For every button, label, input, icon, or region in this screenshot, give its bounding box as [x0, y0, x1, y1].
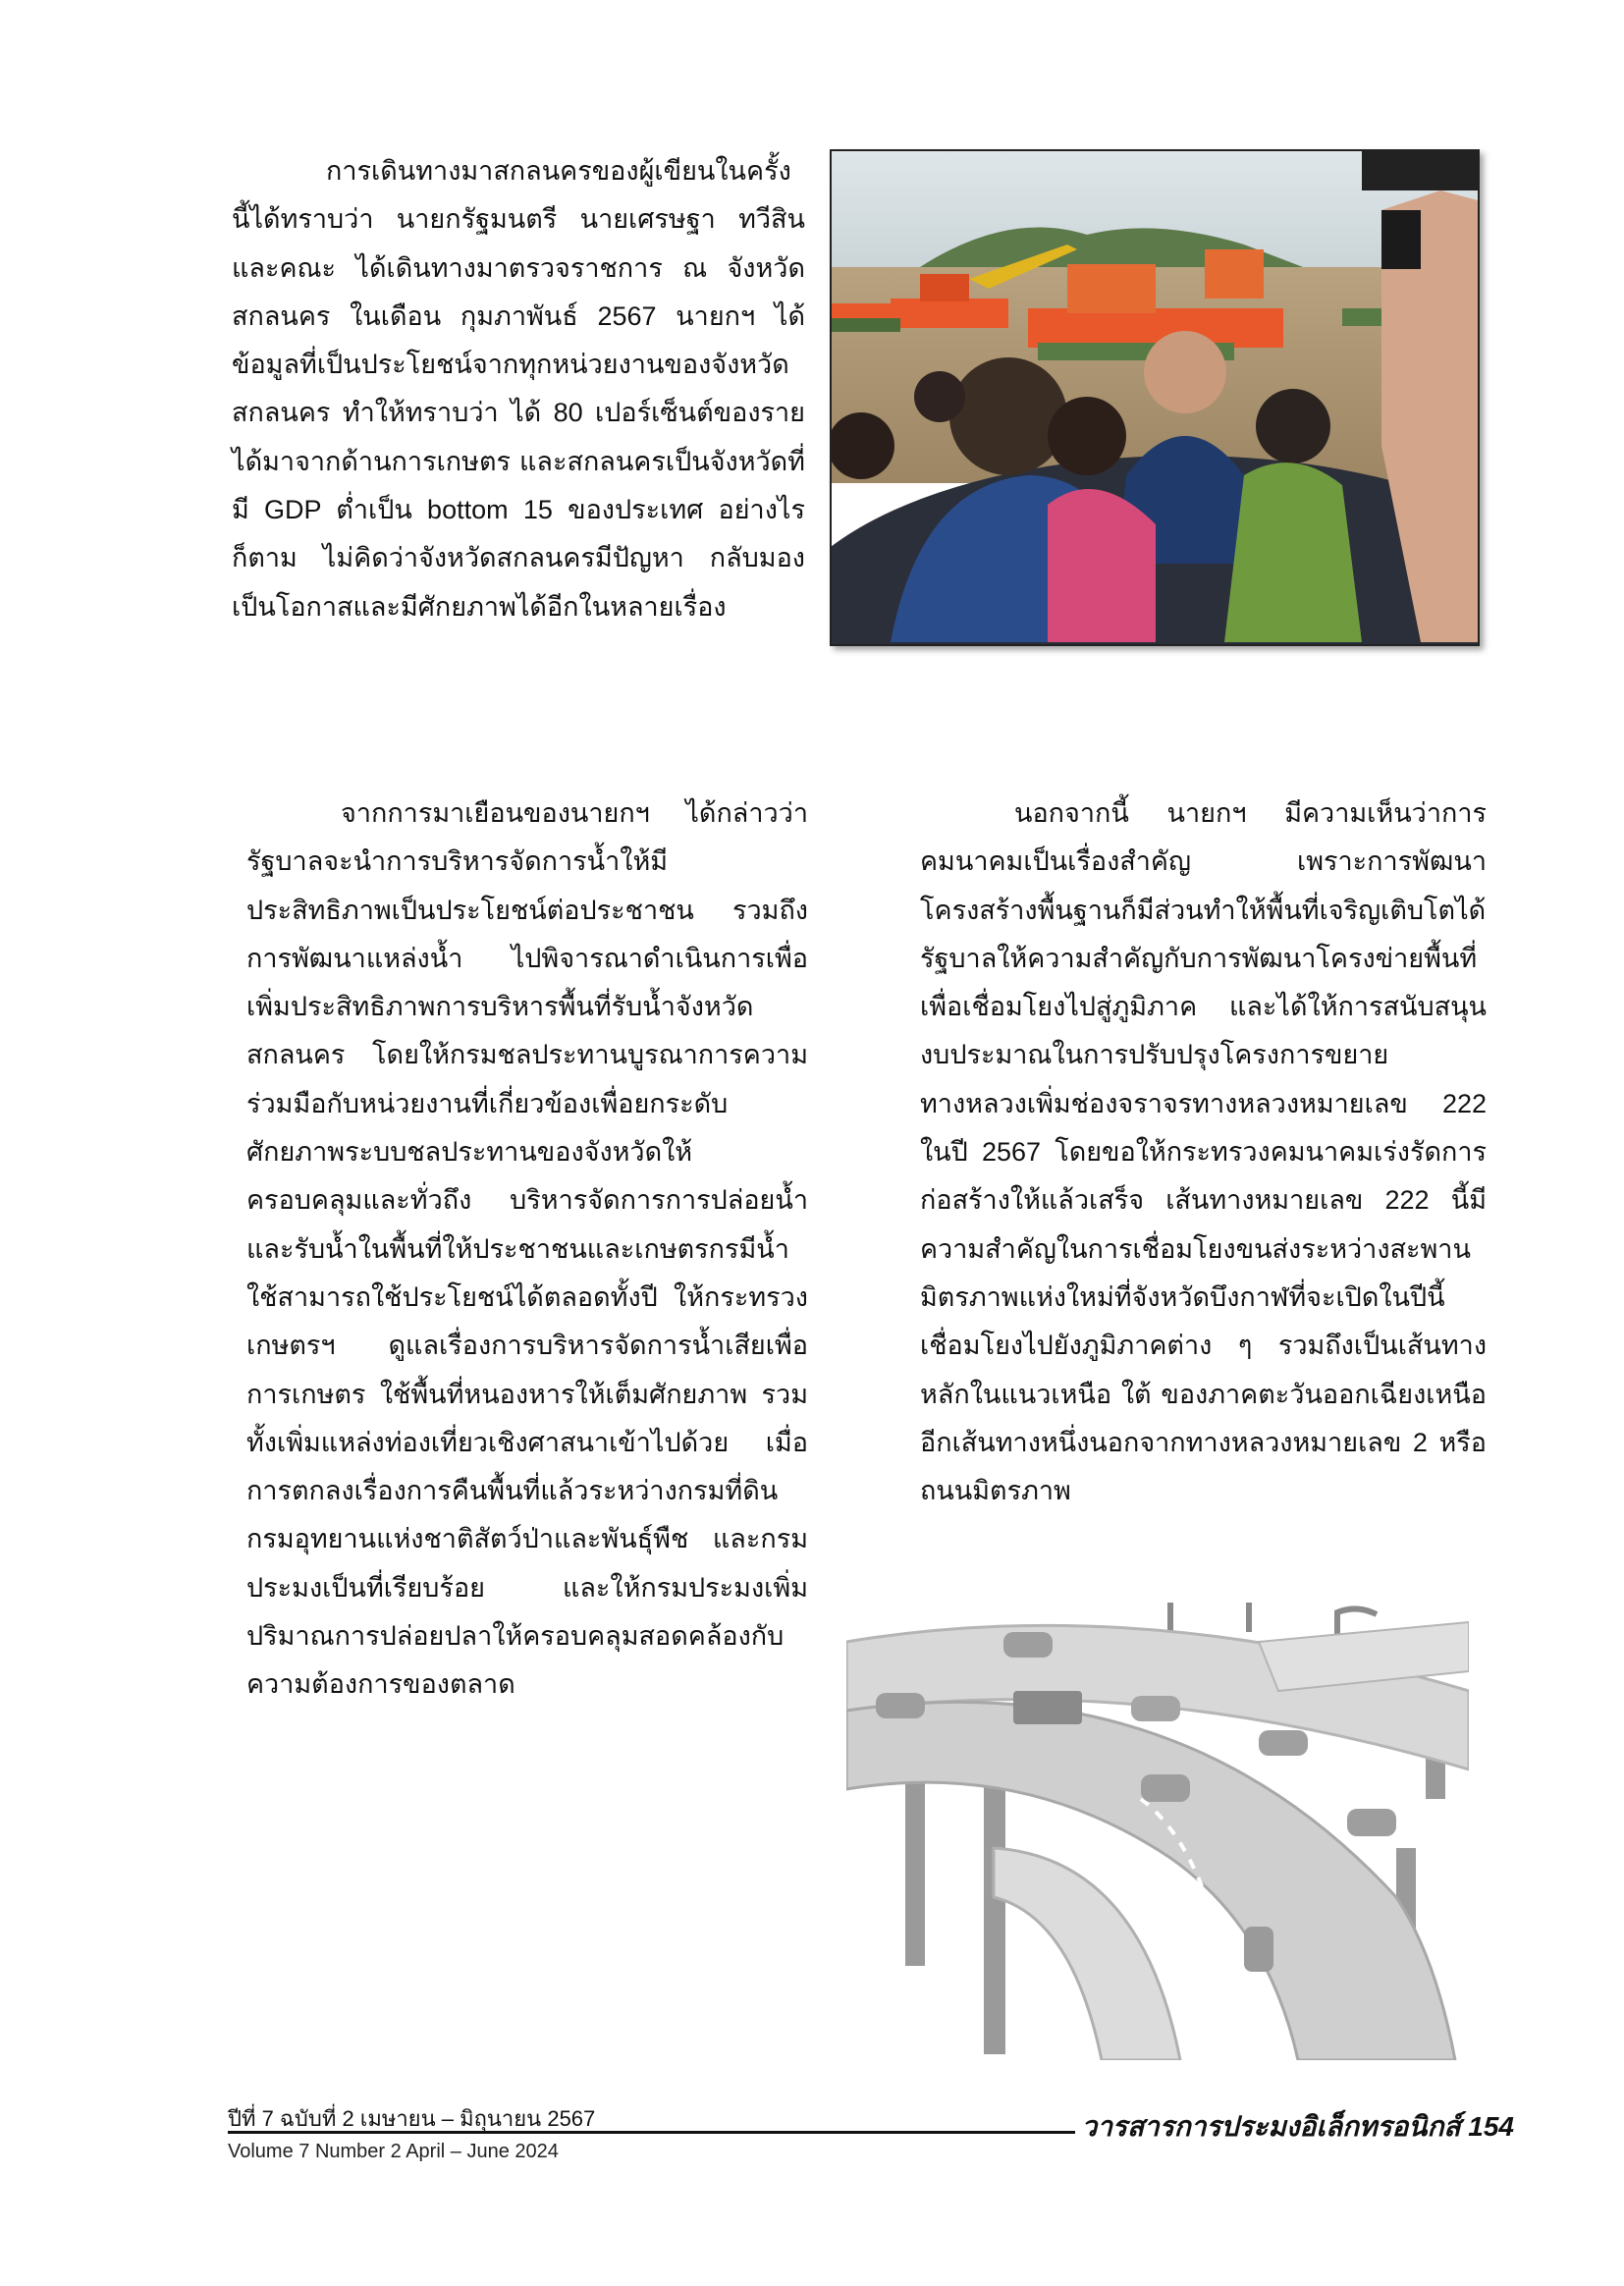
left-column-paragraph: จากการมาเยือนของนายกฯ ได้กล่าวว่ารัฐบาลจะนำการบริหารจัดการน้ำให้มีประสิทธิภาพเป็นประโยชน์ต่อประชาชน รวมถึงการพัฒนาแหล่งน้ำ ไปพิจารณาดำเนินการเพื่อเพิ่มประสิทธิภาพการบริหารพื้นที่รับน้ำจังหวัดสกลนคร โดยให้กรมชลประทานบูรณาการความร่วมมือกับหน่วยงานที่เกี่ยวข้องเพื่อยกระดับศักยภาพระบบชลประทานของจังหวัดให้ครอบคลุมและทั่วถึง บริหารจัดการการปล่อยน้ำและรับน้ำในพื้นที่ให้ประชาชนและเกษตรกรมีน้ำใช้สามารถใช้ประโยชน์ได้ตลอดทั้งปี ให้กระทรวงเกษตรฯ ดูแลเรื่องการบริหารจัดการน้ำเสียเพื่อการเกษตร ใช้พื้นที่หนองหารให้เต็มศักยภาพ รวมทั้งเพิ่มแหล่งท่องเที่ยวเชิงศาสนาเข้าไปด้วย เมื่อการตกลงเรื่องการคืนพื้นที่แล้วระหว่างกรมที่ดิน กรมอุทยานแห่งชาติสัตว์ป่าและพันธุ์พืช และกรมประมงเป็นที่เรียบร้อย และให้กรมประมงเพิ่มปริมาณการปล่อยปลาให้ครอบคลุมสอดคล้องกับความต้องการของตลาด: [246, 798, 808, 1700]
footer-issue-thai: ปีที่ 7 ฉบับที่ 2 เมษายน – มิถุนายน 2567: [228, 2106, 596, 2131]
highway-interchange-illustration: [846, 1603, 1469, 2060]
footer-issue-english: Volume 7 Number 2 April – June 2024: [228, 2141, 559, 2162]
journal-name: วารสารการประมงอิเล็กทรอนิกส์: [1081, 2111, 1461, 2142]
news-photo: [830, 149, 1480, 646]
photo-pm-inspection: [832, 151, 1478, 644]
intro-paragraph: การเดินทางมาสกลนครของผู้เขียนในครั้งนี้ได้ทราบว่า นายกรัฐมนตรี นายเศรษฐา ทวีสิน และคณะ ได้เดินทางมาตรวจราชการ ณ จังหวัดสกลนคร ในเดือน กุมภาพันธ์ 2567 นายกฯ ได้ข้อมูลที่เป็นประโยชน์จากทุกหน่วยงานของจังหวัดสกลนคร ทำให้ทราบว่า ได้ 80 เปอร์เซ็นต์ของรายได้มาจากด้านการเกษตร และสกลนครเป็นจังหวัดที่มี GDP ต่ำเป็น bottom 15 ของประเทศ อย่างไรก็ตาม ไม่คิดว่าจังหวัดสกลนครมีปัญหา กลับมองเป็นโอกาสและมีศักยภาพได้อีกในหลายเรื่อง: [232, 156, 805, 622]
page-number: 154: [1468, 2111, 1514, 2142]
right-column-paragraph: นอกจากนี้ นายกฯ มีความเห็นว่าการคมนาคมเป็นเรื่องสำคัญ เพราะการพัฒนาโครงสร้างพื้นฐานก็มีส่วนทำให้พื้นที่เจริญเติบโตได้ รัฐบาลให้ความสำคัญกับการพัฒนาโครงข่ายพื้นที่เพื่อเชื่อมโยงไปสู่ภูมิภาค และได้ให้การสนับสนุนงบประมาณในการปรับปรุงโครงการขยายทางหลวงเพิ่มช่องจราจรทางหลวงหมายเลข 222 ในปี 2567 โดยขอให้กระทรวงคมนาคมเร่งรัดการก่อสร้างให้แล้วเสร็จ เส้นทางหมายเลข 222 นี้มีความสำคัญในการเชื่อมโยงขนส่งระหว่างสะพานมิตรภาพแห่งใหม่ที่จังหวัดบึงกาฬที่จะเปิดในปีนี้ เชื่อมโยงไปยังภูมิภาคต่าง ๆ รวมถึงเป็นเส้นทางหลักในแนวเหนือ ใต้ ของภาคตะวันออกเฉียงเหนืออีกเส้นทางหนึ่งนอกจากทางหลวงหมายเลข 2 หรือถนนมิตรภาพ: [920, 798, 1487, 1506]
footer-journal: [1075, 2105, 1514, 2149]
highway-illustration: [846, 1603, 1469, 2060]
